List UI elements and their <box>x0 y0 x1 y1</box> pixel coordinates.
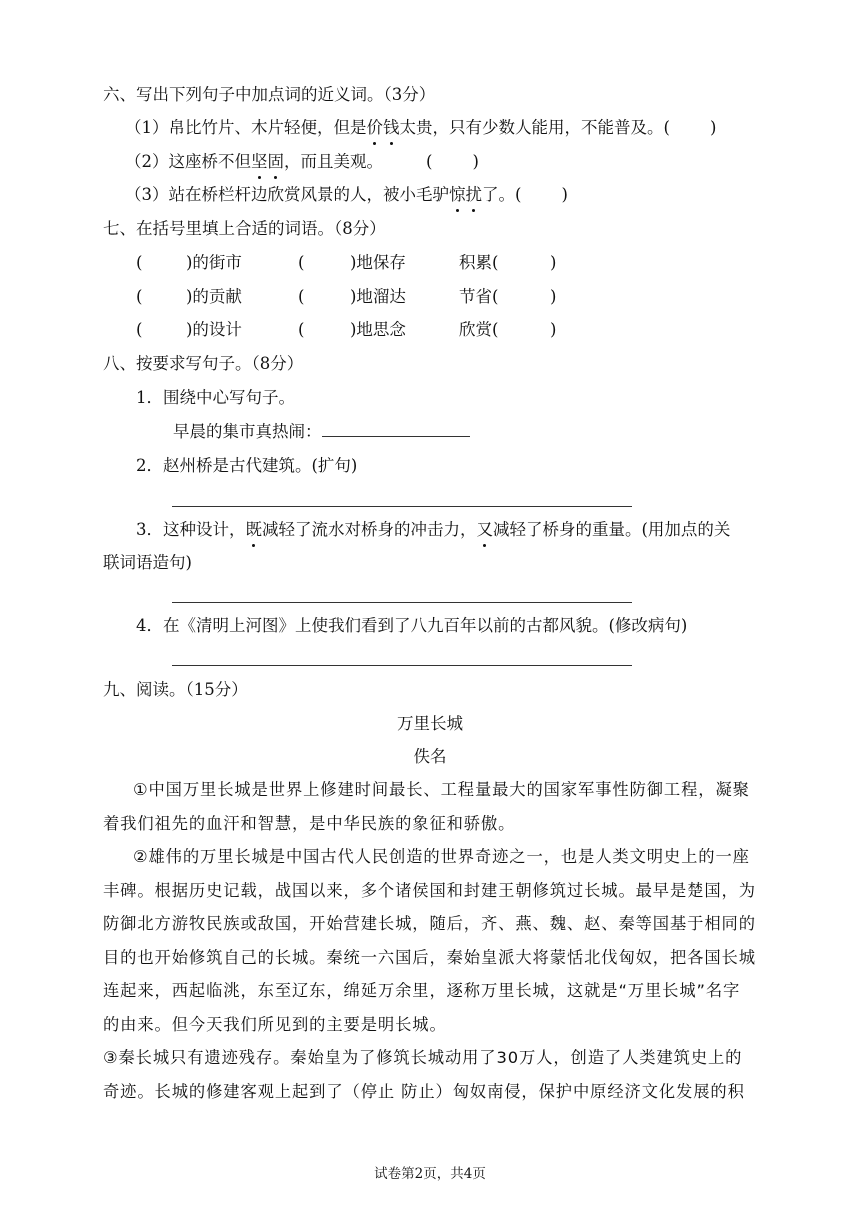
q8-3-dotted-ji: 既 <box>245 520 262 539</box>
grid-r2-c2-open: ( <box>298 287 305 306</box>
q6-1 <box>125 117 716 139</box>
q6-2-dotted-char-2: 固 <box>267 152 284 171</box>
q6-2-paren-open: ( <box>426 152 433 171</box>
q6-3-dotted-char-1: 惊 <box>449 185 466 204</box>
grid-r2-c2-text[interactable]: )地溜达 <box>350 287 406 306</box>
q6-2-text-b: ，而且美观。 <box>284 152 383 171</box>
q6-1-text-a: （1）帛比竹片、木片轻便，但是 <box>125 118 367 137</box>
grid-r1-c2-text[interactable]: )地保存 <box>350 253 406 272</box>
section-7-heading: 七、在括号里填上合适的词语。（8分） <box>103 219 386 238</box>
q6-3 <box>125 184 568 206</box>
q8-1-prompt-line <box>173 421 470 443</box>
grid-r3-c2-text[interactable]: )地思念 <box>350 320 406 339</box>
passage-line-10: 奇迹。长城的修建客观上起到了（停止 防止）匈奴南侵，保护中原经济文化发展的积 <box>103 1082 745 1101</box>
grid-r2-c1-open: ( <box>136 287 143 306</box>
passage-line-7: 连起来，西起临洮，东至辽东，绵延万余里，逐称万里长城，这就是“万里长城”名字 <box>103 981 741 1000</box>
q6-2-paren-close: ) <box>472 152 479 171</box>
grid-r1-c3-close: ) <box>550 253 557 272</box>
q8-3-text-b: 减轻了流水对桥身的冲击力， <box>262 520 477 539</box>
q8-3-text-a: 3．这种设计， <box>136 520 246 539</box>
q6-3-dotted-char-2: 扰 <box>465 185 482 204</box>
grid-r3-c3-text[interactable]: 欣赏( <box>459 320 499 339</box>
q8-3-text-c: 减轻了桥身的重量。(用加点的关 <box>493 520 731 539</box>
page-footer: 试卷第2页，共4页 <box>374 1166 486 1182</box>
grid-r3-c2-open: ( <box>298 320 305 339</box>
q8-3 <box>136 519 730 541</box>
grid-r1-c2-open: ( <box>298 253 305 272</box>
passage-author: 佚名 <box>413 747 447 766</box>
q6-1-dotted-char-2: 钱 <box>383 118 400 137</box>
q6-2-text-a: （2）这座桥不但 <box>125 152 251 171</box>
q6-1-text-b: 太贵，只有少数人能用，不能普及。( <box>399 118 670 137</box>
passage-line-6: 目的也开始修筑自己的长城。秦统一六国后，秦始皇派大将蒙恬北伐匈奴，把各国长城 <box>103 948 756 967</box>
q6-3-text-a: （3）站在桥栏杆边欣赏风景的人，被小毛驴 <box>125 185 449 204</box>
grid-r2-c3-text[interactable]: 节省( <box>459 287 499 306</box>
q6-3-text-b: 了。( <box>482 185 522 204</box>
q8-2-answer-line[interactable] <box>172 506 632 507</box>
grid-r1-c1-text[interactable]: )的街市 <box>186 253 242 272</box>
passage-title: 万里长城 <box>397 714 463 733</box>
passage-line-8: 的由来。但今天我们所见到的主要是明长城。 <box>103 1015 447 1034</box>
passage-line-9: ③秦长城只有遗迹残存。秦始皇为了修筑长城动用了30万人，创造了人类建筑史上的 <box>103 1048 743 1067</box>
grid-r2-c1-text[interactable]: )的贡献 <box>186 287 242 306</box>
q8-3-dotted-you: 又 <box>476 520 493 539</box>
grid-r2-c3-close: ) <box>550 287 557 306</box>
section-8-heading: 八、按要求写句子。（8分） <box>103 354 304 373</box>
q6-2-dotted-char-1: 坚 <box>251 152 268 171</box>
passage-line-4: 丰碑。根据历史记载，战国以来，多个诸侯国和封建王朝修筑过长城。最早是楚国，为 <box>103 881 756 900</box>
section-9-heading: 九、阅读。（15分） <box>103 680 248 699</box>
q6-3-text-c: ) <box>561 185 568 204</box>
grid-r3-c1-open: ( <box>136 320 143 339</box>
passage-line-2: 着我们祖先的血汗和智慧，是中华民族的象征和骄傲。 <box>103 814 516 833</box>
q6-1-dotted-char-1: 价 <box>366 118 383 137</box>
grid-r3-c1-text[interactable]: )的设计 <box>186 320 242 339</box>
q8-1-prompt: 早晨的集市真热闹： <box>173 422 322 441</box>
q8-4-answer-line[interactable] <box>172 665 632 666</box>
q8-1-answer-blank[interactable] <box>322 421 470 437</box>
section-6-heading: 六、写出下列句子中加点词的近义词。（3分） <box>103 85 436 104</box>
q8-2: 2．赵州桥是古代建筑。(扩句) <box>136 456 358 475</box>
q8-3-answer-line[interactable] <box>172 602 632 603</box>
grid-r1-c1-open: ( <box>136 253 143 272</box>
passage-line-1: ①中国万里长城是世界上修建时间最长、工程量最大的国家军事性防御工程，凝聚 <box>133 780 750 799</box>
q6-1-text-c: ) <box>709 118 717 137</box>
q8-3-line2: 联词语造句) <box>103 553 192 572</box>
q8-4: 4．在《清明上河图》上使我们看到了八九百年以前的古都风貌。(修改病句) <box>136 616 688 635</box>
passage-line-3: ②雄伟的万里长城是中国古代人民创造的世界奇迹之一，也是人类文明史上的一座 <box>133 847 750 866</box>
grid-r3-c3-close: ) <box>550 320 557 339</box>
grid-r1-c3-text[interactable]: 积累( <box>459 253 499 272</box>
q8-1: 1．围绕中心写句子。 <box>136 388 295 407</box>
q6-2 <box>125 151 479 173</box>
passage-line-5: 防御北方游牧民族或敌国，开始营建长城，随后，齐、燕、魏、赵、秦等国基于相同的 <box>103 914 756 933</box>
